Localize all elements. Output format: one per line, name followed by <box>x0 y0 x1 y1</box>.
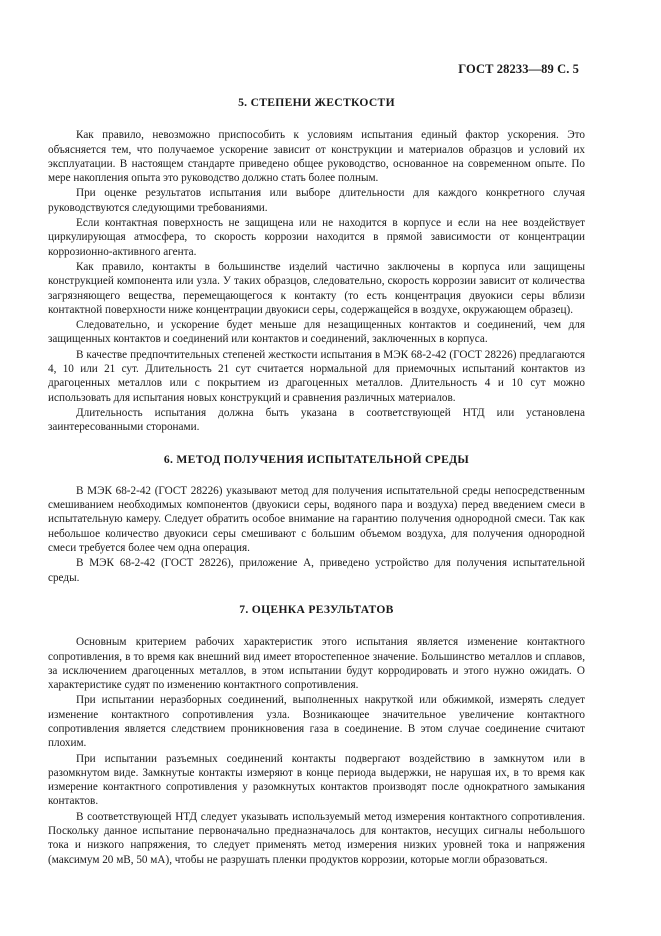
paragraph: Как правило, невозможно приспособить к условиям испытания единый фактор ускорения. Это объясняется тем, что получаемое ускорение зависит от конструкции и материалов образцов и условий их эксплуатации. В настоящем стандарте приведено общее руководство, основанное на современном опыте. По мере накопления опыта это руководство должно стать более полным. <box>48 129 585 185</box>
paragraph: Если контактная поверхность не защищена или не находится в корпусе и если на нее воздействует циркулирующая атмосфера, то скорость коррозии находится в прямой зависимости от концентрации коррозионно-активного агента. <box>48 217 585 258</box>
section-heading: 5. СТЕПЕНИ ЖЕСТКОСТИ <box>238 96 395 109</box>
paragraph: Как правило, контакты в большинстве изделий частично заключены в корпуса или защищены конструкцией компонента или узла. У таких образцов, следовательно, скорость коррозии зависит от количества загрязняющего вещества, перемещающегося к контакту (то есть концентрация двуокиси серы вблизи контактной поверхности ниже концентрации двуокиси серы, содержащейся в воздухе, окружающем образец). <box>48 260 585 316</box>
section-7 <box>48 603 585 867</box>
paragraph: При испытании разъемных соединений контакты подвергают воздействию в замкнутом или в разомкнутом виде. Замкнутые контакты измеряют в конце периода выдержки, не нарушая их, в то время как измерение контактного сопротивления у разомкнутых контактов производят после однократного замыкания контактов. <box>48 752 585 808</box>
section-heading: 7. ОЦЕНКА РЕЗУЛЬТАТОВ <box>239 602 394 616</box>
paragraph: В соответствующей НТД следует указывать используемый метод измерения контактного сопротивления. Поскольку данное испытание первоначально предназначалось для контактов, несущих сигналы небольшого тока и низкого напряжения, то следует применять метод измерения низких уровней тока и напряжения (максимум 20 мВ, 50 мА), чтобы не разрушать пленки продуктов коррозии, которые могли образоваться. <box>48 810 585 866</box>
paragraph: В МЭК 68-2-42 (ГОСТ 28226), приложение А, приведено устройство для получения испытательной среды. <box>48 557 585 584</box>
paragraph: Длительность испытания должна быть указана в соответствующей НТД или установлена заинтересованными сторонами. <box>48 406 585 434</box>
paragraph: В качестве предпочтительных степеней жесткости испытания в МЭК 68-2-42 (ГОСТ 28226) предлагаются 4, 10 или 21 сут. Длительность 21 сут считается нормальной для приемочных испытаний контактов из драгоценных металлов или с покрытием из драгоценных металлов. Длительность 4 и 10 сут можно использовать для испытания новых конструкций и сравнения различных материалов. <box>48 348 585 404</box>
paragraph: При испытании неразборных соединений, выполненных накруткой или обжимкой, измерять следует изменение контактного сопротивления узла. Возникающее значительное увеличение контактного сопротивления является следствием проникновения газа в соединение. В этом случае соединение считают плохим. <box>48 694 585 750</box>
section-6 <box>48 453 585 585</box>
paragraph: Следовательно, и ускорение будет меньше для незащищенных контактов и соединений, чем для защищенных контактов и соединений или контактов и соединений, заключенных в корпуса. <box>48 319 585 346</box>
paragraph: В МЭК 68-2-42 (ГОСТ 28226) указывают метод для получения испытательной среды непосредственным смешиванием необходимых компонентов (двуокиси серы, водяного пара и воздуха) перед введением смеси в испытательную камеру. Следует обратить особое внимание на гарантию получения однородной смеси. Так как небольшое количество двуокиси серы смешивают с большим объемом воздуха, для получения однородной смеси требуется более чем одна операция. <box>48 484 585 555</box>
section-5 <box>48 96 585 435</box>
paragraph: При оценке результатов испытания или выборе длительности для каждого конкретного случая руководствуются следующими требованиями. <box>48 187 585 214</box>
section-heading: 6. МЕТОД ПОЛУЧЕНИЯ ИСПЫТАТЕЛЬНОЙ СРЕДЫ <box>163 452 470 466</box>
document-body <box>48 90 585 868</box>
page-header: ГОСТ 28233—89 С. 5 <box>458 62 579 76</box>
paragraph: Основным критерием рабочих характеристик этого испытания является изменение контактного сопротивления, в то время как внешний вид имеет второстепенное значение. Большинство металлов и сплавов, за исключением драгоценных металлов, в этом испытании будут корродировать и этого нужно ожидать. О характеристике судят по изменению контактного сопротивления. <box>48 636 585 692</box>
